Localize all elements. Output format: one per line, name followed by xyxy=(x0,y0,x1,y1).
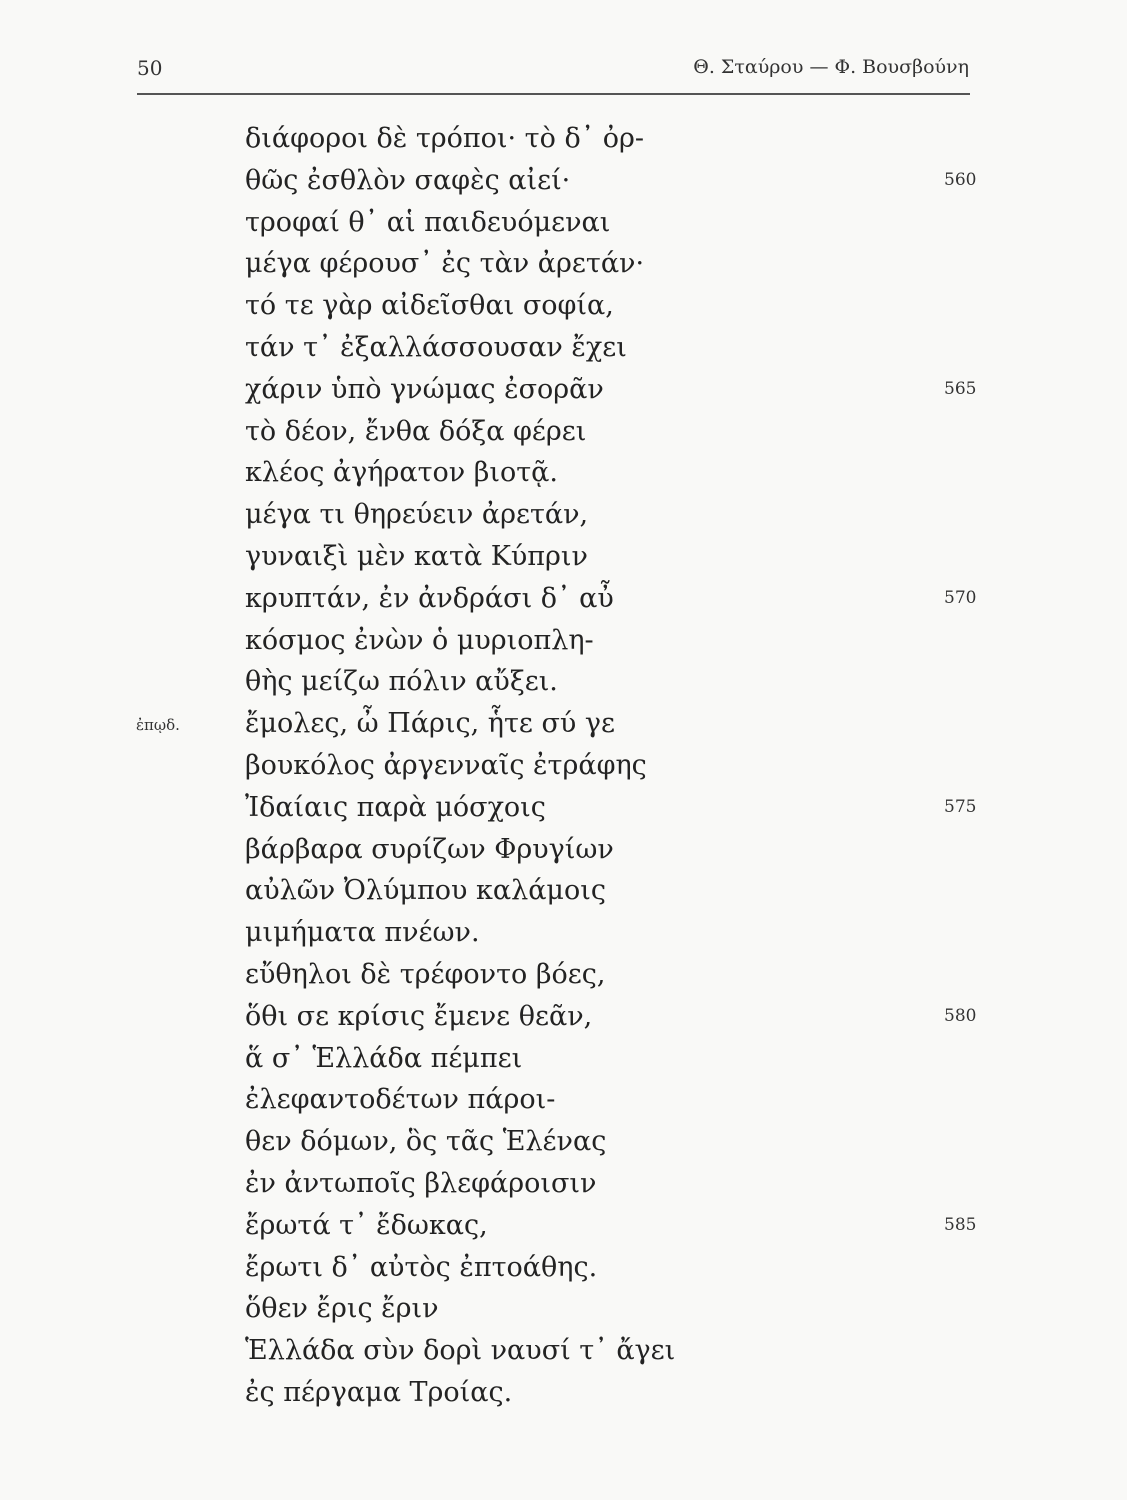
verse-line-text: ἔρωτά τ᾽ ἔδωκας, xyxy=(245,1209,488,1241)
line-number: 560 xyxy=(944,169,977,190)
verse-line xyxy=(245,1205,977,1247)
verse-line-text: θὴς μείζω πόλιν αὔξει. xyxy=(245,666,558,698)
line-number: 585 xyxy=(944,1214,977,1235)
verse-line xyxy=(245,452,885,494)
verse-line-text: ἐν ἀντωποῖς βλεφάροισιν xyxy=(245,1167,597,1199)
verse-line xyxy=(245,1038,885,1080)
verse-line-text: αὐλῶν Ὀλύμπου καλάμοις xyxy=(245,875,606,907)
verse-line xyxy=(245,996,977,1038)
verse-line-text: τό τε γὰρ αἰδεῖσθαι σοφία, xyxy=(245,290,614,322)
verse-line xyxy=(245,578,977,620)
running-header-authors: Θ. Σταύρου — Φ. Βουσβούνη xyxy=(693,56,969,78)
verse-line xyxy=(245,745,885,787)
verse-line xyxy=(245,954,885,996)
verse-line-text: κρυπτάν, ἐν ἀνδράσι δ᾽ αὖ xyxy=(245,582,614,614)
verse-line xyxy=(245,620,885,662)
verse-line xyxy=(245,829,885,871)
verse-line xyxy=(245,1079,885,1121)
verse-line xyxy=(245,1288,885,1330)
verse-line-text: κλέος ἀγήρατον βιοτᾷ. xyxy=(245,457,558,489)
verse-line-text: μέγα φέρουσ᾽ ἐς τὰν ἀρετάν· xyxy=(245,248,645,280)
verse-line-text: ἐλεφαντοδέτων πάροι- xyxy=(245,1084,556,1116)
verse-line-text: Ἑλλάδα σὺν δορὶ ναυσί τ᾽ ἄγει xyxy=(245,1335,676,1367)
verse-line-text: θῶς ἐσθλὸν σαφὲς αἰεί· xyxy=(245,164,571,196)
line-number: 570 xyxy=(944,587,977,608)
header-divider xyxy=(137,93,970,95)
verse-line xyxy=(245,1121,885,1163)
verse-line xyxy=(245,160,977,202)
verse-line-text: ἔρωτι δ᾽ αὐτὸς ἐπτοάθης. xyxy=(245,1251,598,1283)
verse-line-text: ὅθι σε κρίσις ἔμενε θεᾶν, xyxy=(245,1000,593,1032)
verse-line xyxy=(245,1247,885,1289)
page-number: 50 xyxy=(137,56,163,80)
verse-line xyxy=(245,912,885,954)
verse-line xyxy=(245,369,977,411)
line-number: 565 xyxy=(944,378,977,399)
verse-line xyxy=(245,536,885,578)
verse-line-text: μέγα τι θηρεύειν ἀρετάν, xyxy=(245,499,589,531)
verse-line xyxy=(245,1372,885,1414)
verse-line xyxy=(245,118,885,160)
verse-line-text: τάν τ᾽ ἐξαλλάσσουσαν ἔχει xyxy=(245,331,627,363)
verse-line-text: Ἰδαίαις παρὰ μόσχοις xyxy=(245,791,546,823)
verse-line-text: χάριν ὑπὸ γνώμας ἐσορᾶν xyxy=(245,373,604,405)
verse-line xyxy=(245,202,885,244)
verse-line-text: γυναιξὶ μὲν κατὰ Κύπριν xyxy=(245,540,588,572)
verse-line-text: ἔμολες, ὦ Πάρις, ἧτε σύ γε xyxy=(245,708,616,740)
verse-line-text: μιμήματα πνέων. xyxy=(245,917,480,949)
verse-line xyxy=(245,327,885,369)
verse-line xyxy=(245,1330,885,1372)
line-number: 580 xyxy=(944,1005,977,1026)
verse-line-text: βουκόλος ἀργενναῖς ἐτράφης xyxy=(245,749,647,781)
verse-line-text: τὸ δέον, ἔνθα δόξα φέρει xyxy=(245,415,587,447)
verse-line-text: θεν δόμων, ὃς τᾶς Ἑλένας xyxy=(245,1126,607,1158)
verse-line xyxy=(245,870,885,912)
verse-line-text: ἐς πέργαμα Τροίας. xyxy=(245,1376,513,1408)
verse-line xyxy=(245,411,885,453)
verse-line-text: εὔθηλοι δὲ τρέφοντο βόες, xyxy=(245,958,606,990)
verse-line-text: ἅ σ᾽ Ἑλλάδα πέμπει xyxy=(245,1042,523,1074)
verse-line xyxy=(245,787,977,829)
verse-line xyxy=(245,285,885,327)
section-label-epode: ἐπῳδ. xyxy=(136,716,180,735)
verse-line-text: τροφαί θ᾽ αἱ παιδευόμεναι xyxy=(245,206,611,238)
verse-line xyxy=(245,243,885,285)
verse-line-text: βάρβαρα συρίζων Φρυγίων xyxy=(245,833,614,865)
verse-line-text: διάφοροι δὲ τρόποι· τὸ δ᾽ ὀρ- xyxy=(245,123,645,154)
verse-line xyxy=(245,494,885,536)
verse-line xyxy=(245,661,885,703)
verse-line xyxy=(136,703,885,745)
verse-line xyxy=(245,1163,885,1205)
verse-line-text: ὅθεν ἔρις ἔριν xyxy=(245,1293,439,1325)
verse-block xyxy=(136,118,977,1414)
line-number: 575 xyxy=(944,796,977,817)
verse-line-text: κόσμος ἐνὼν ὁ μυριοπλη- xyxy=(245,624,594,656)
